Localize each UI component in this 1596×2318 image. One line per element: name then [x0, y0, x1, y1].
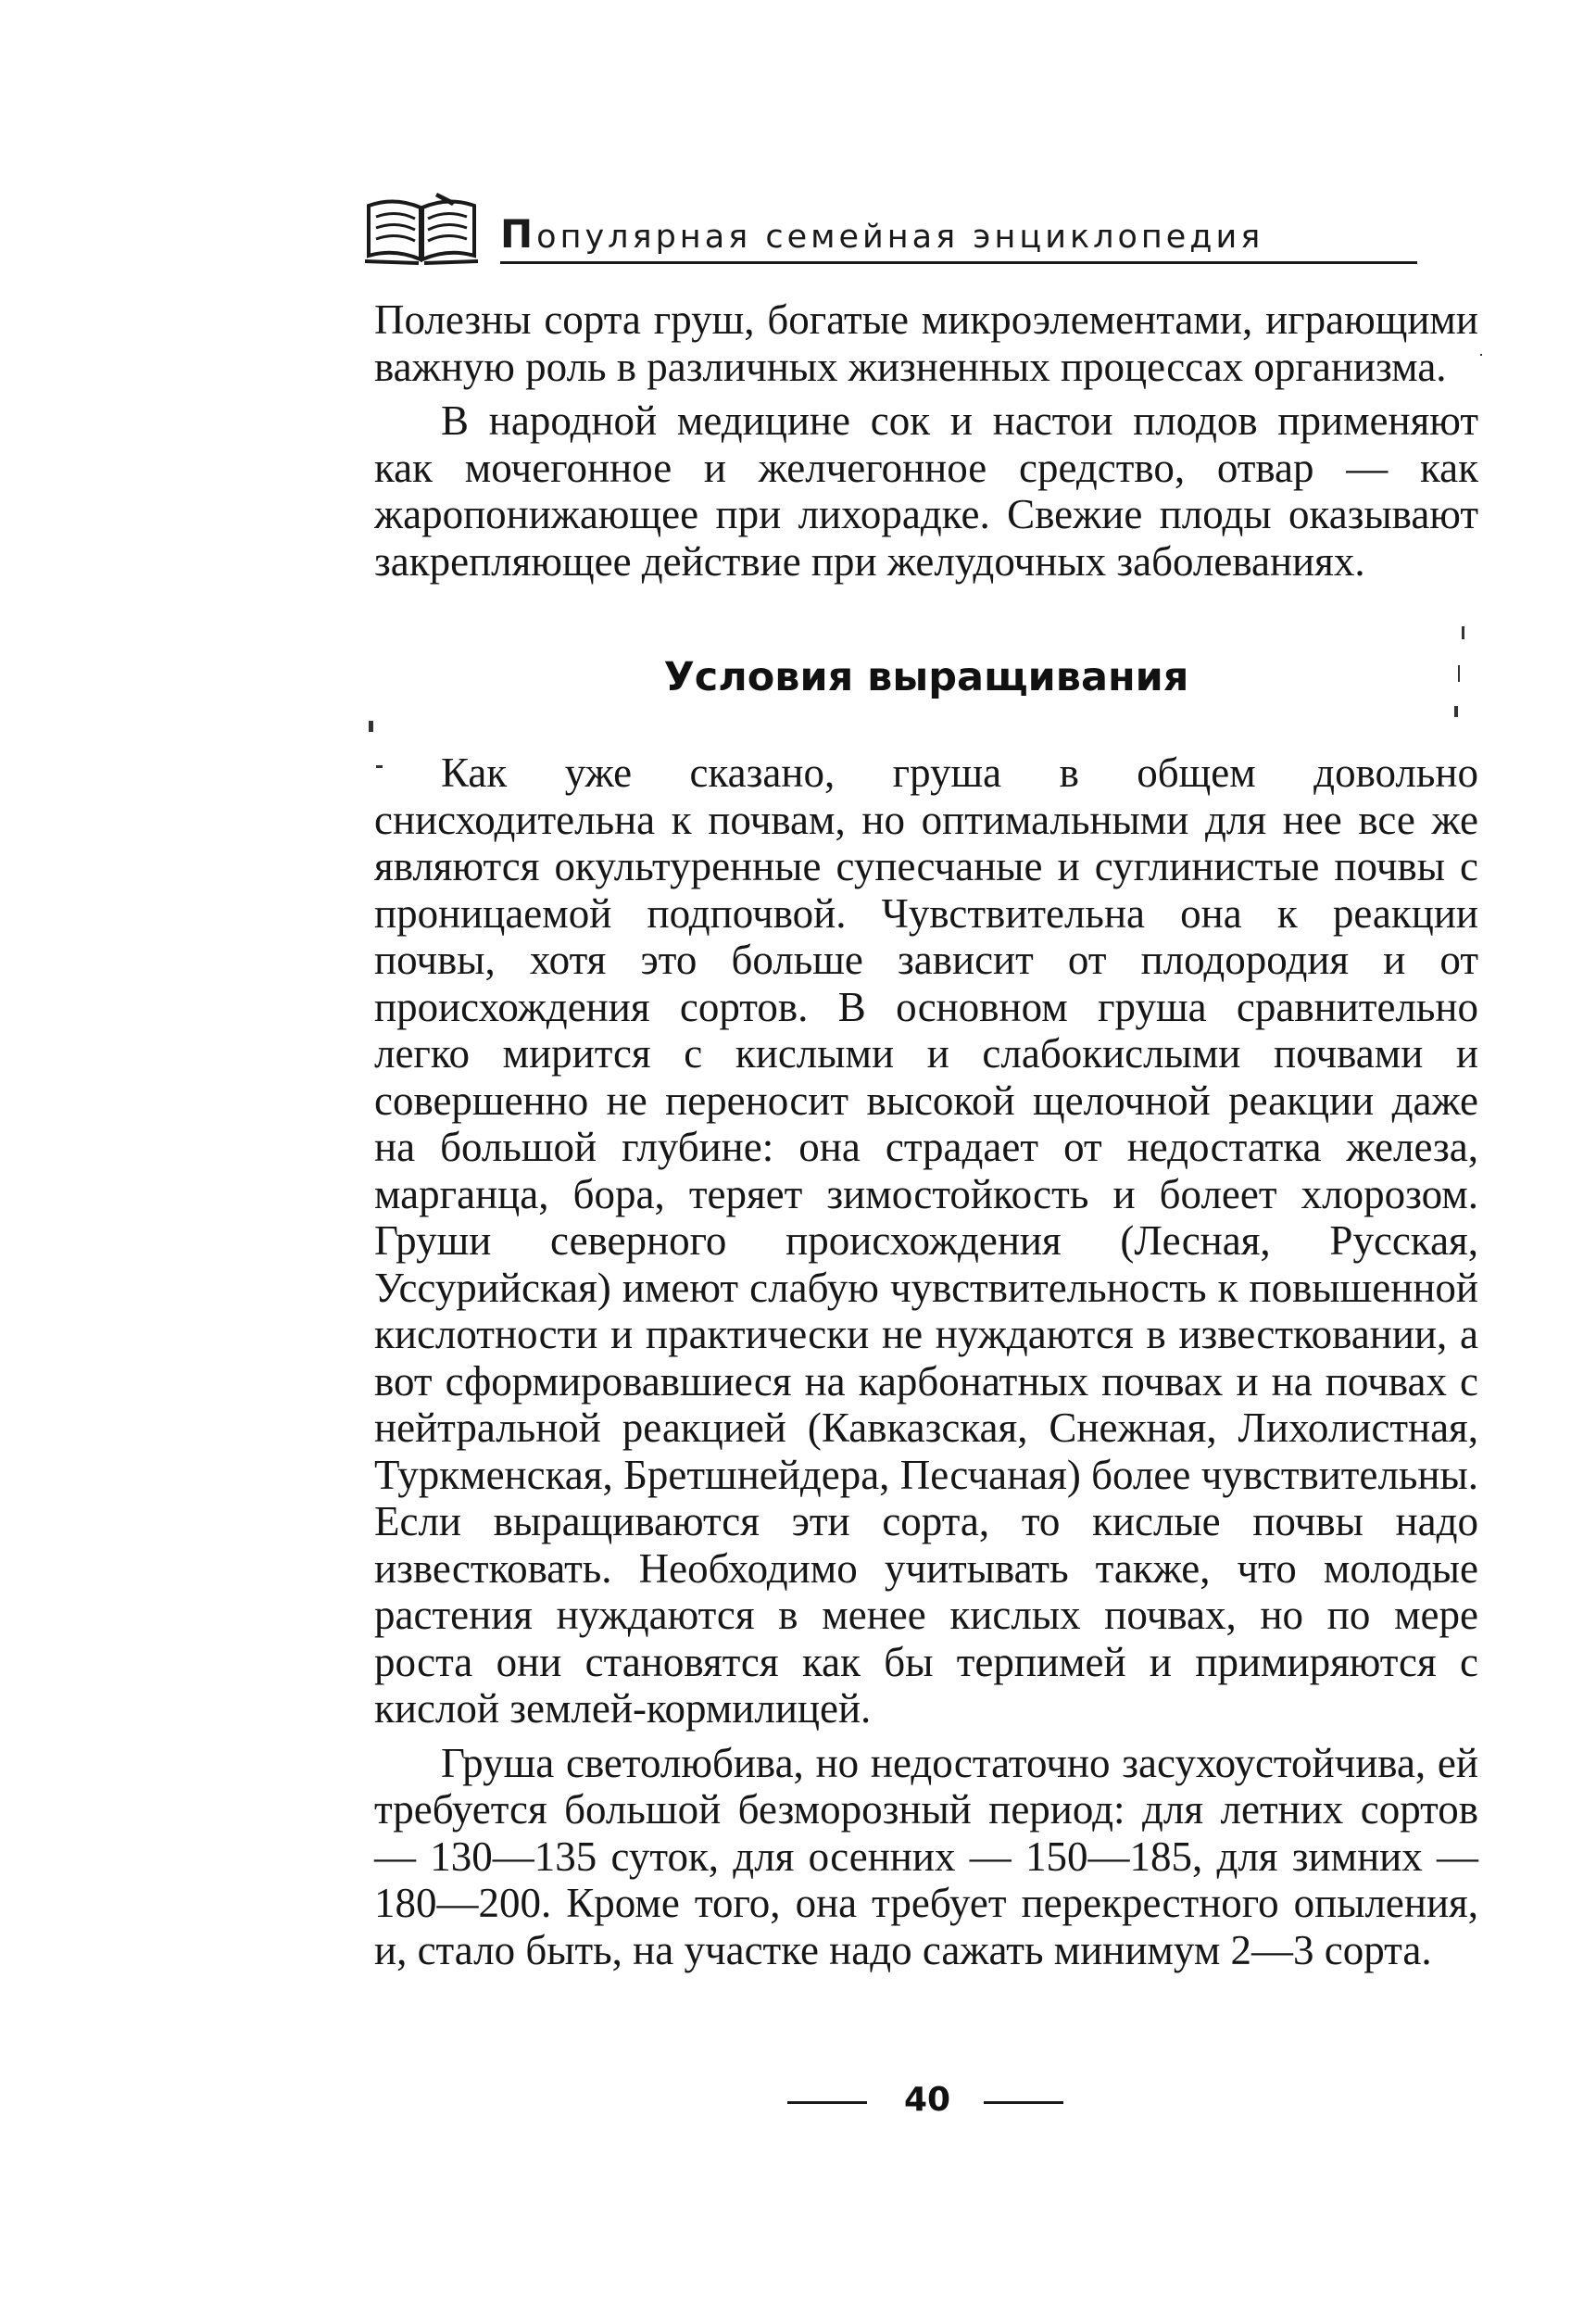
running-header [363, 191, 1419, 267]
scan-speck [1462, 626, 1464, 639]
paragraph: В народной медицине сок и настои плодов применяют как мочегонное и желчегонное средство, отвар — как жаропонижающее при лихорадке. Свежие плоды оказывают закрепляющее действие при желудочных заболеваниях. [374, 397, 1478, 585]
scan-speck [376, 765, 383, 768]
scan-speck [1480, 354, 1482, 356]
page-footer [787, 2083, 1065, 2120]
footer-rule-left [787, 2101, 867, 2104]
open-book-icon [363, 191, 480, 265]
series-title-rest: опулярная семейная энциклопедия [536, 219, 1264, 256]
paragraph: Как уже сказано, груша в общем довольно снисходительна к почвам, но оптимальными для нее все же являются окультуренные супесчаные и суглинистые почвы с проницаемой подпочвой. Чувствительна она к реакции почвы, хотя это больше зависит от плодородия и от происхождения сортов. В основном груша сравнительно легко мирится с кислыми и слабокислыми почвами и совершенно не переносит высокой щелочной реакции даже на большой глубине: она страдает от недостатка железа, марганца, бора, теряет зимостойкость и болеет хлорозом. Груши северного происхождения (Лесная, Русская, Уссурийская) имеют слабую чувствительность к повышенной кислотности и практически не нуждаются в известковании, а вот сформировавшиеся на карбонатных почвах и на почвах с нейтральной реакцией (Кавказская, Снежная, Лихолистная, Туркменская, Бретшнейдера, Песчаная) более чувствительны. Если выращиваются эти сорта, то кислые почвы надо известковать. Необходимо учитывать также, что молодые растения нуждаются в менее кислых почвах, но по мере роста они становятся как бы терпимей и примиряются с кислой землей-кормилицей. [374, 750, 1478, 1732]
section-heading: Условия выращивания [663, 654, 1189, 700]
page-number: 40 [903, 2081, 951, 2119]
page-body [374, 296, 1478, 1981]
paragraph: Груша светолюбива, но недостаточно засухоустойчива, ей требуется большой безморозный период: для летних сортов — 130—135 суток, для осенних — 150—185, для зимних — 180—200. Кроме того, она требует перекрестного опыления, и, стало быть, на участке надо сажать минимум 2—3 сорта. [374, 1739, 1478, 1973]
footer-rule-right [984, 2101, 1063, 2104]
paragraph-continued: Полезны сорта груш, богатые микроэлементами, играющими важную роль в различных жизненных процессах организма. [374, 296, 1478, 390]
scan-speck [1454, 706, 1458, 717]
series-title-initial: П [500, 211, 537, 257]
header-rule [500, 261, 1417, 264]
scan-speck [1458, 665, 1460, 682]
scan-speck [369, 721, 373, 732]
series-title [500, 211, 1263, 257]
